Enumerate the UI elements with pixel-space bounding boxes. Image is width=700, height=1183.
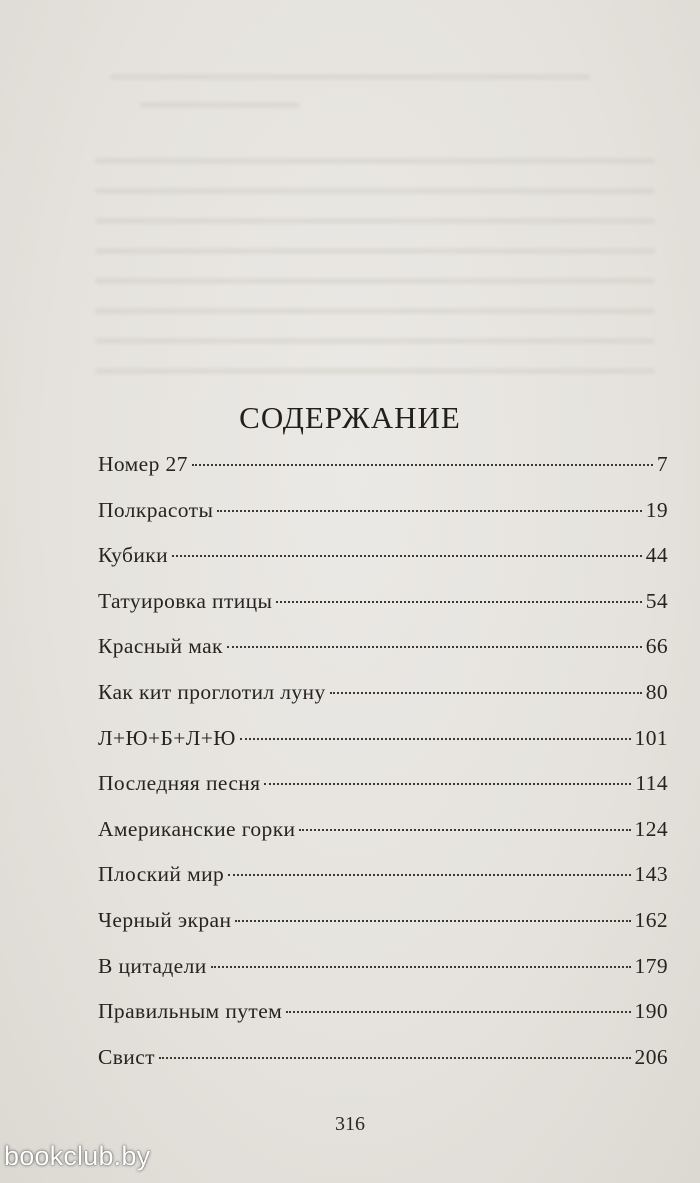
toc-entry-title: Красный мак: [98, 634, 223, 659]
dot-leader: [235, 920, 630, 922]
dot-leader: [211, 966, 631, 968]
bleed-through-line: [95, 188, 655, 194]
toc-entry-page: 101: [634, 725, 668, 750]
bleed-through-line: [95, 278, 655, 284]
toc-entry-title: Номер 27: [98, 452, 188, 476]
toc-entry-title: Свист: [98, 1044, 155, 1069]
toc-entry: [98, 771, 668, 817]
toc-entry-page: 190: [634, 999, 668, 1024]
dot-leader: [192, 464, 653, 466]
dot-leader: [240, 738, 631, 740]
toc-entry-page: 66: [645, 634, 668, 659]
dot-leader: [330, 692, 642, 694]
toc-entry-page: 114: [635, 771, 668, 796]
dot-leader: [159, 1057, 631, 1059]
toc-entry-page: 206: [634, 1044, 668, 1069]
dot-leader: [217, 510, 641, 512]
toc-heading: СОДЕРЖАНИЕ: [239, 400, 461, 435]
toc-entry-title: Л+Ю+Б+Л+Ю: [98, 725, 236, 750]
toc-entry-page: 162: [634, 907, 668, 932]
toc-entry-title: Последняя песня: [98, 771, 261, 796]
toc-entry-title: Как кит проглотил луну: [98, 679, 326, 704]
toc-entry-page: 80: [645, 679, 668, 704]
bleed-through-line: [95, 368, 655, 374]
toc-entry: [98, 452, 668, 498]
toc-entry-title: Татуировка птицы: [98, 588, 273, 613]
toc-entry-page: 179: [634, 953, 668, 978]
toc-entry-title: Полкрасоты: [98, 497, 214, 522]
toc-entry-title: Американские горки: [98, 816, 296, 841]
toc-entry: [98, 498, 668, 544]
toc-entry: [98, 817, 668, 863]
bleed-through-line: [95, 218, 655, 224]
toc-entry-page: 44: [645, 543, 668, 568]
bleed-through-line: [95, 338, 655, 344]
toc-entry-page: 143: [634, 862, 668, 887]
dot-leader: [276, 601, 641, 603]
dot-leader: [227, 646, 642, 648]
dot-leader: [286, 1011, 630, 1013]
toc-entry: [98, 589, 668, 635]
toc-entry-title: Черный экран: [98, 907, 232, 932]
toc-entry-page: 54: [645, 588, 668, 613]
toc-entry-page: 7: [656, 452, 668, 476]
dot-leader: [228, 874, 630, 876]
bleed-through-line: [95, 308, 655, 314]
toc-entry: [98, 862, 668, 908]
toc-entry-title: В цитадели: [98, 953, 207, 978]
toc-entry-title: Плоский мир: [98, 862, 225, 887]
toc-entry: [98, 543, 668, 589]
page-number: 316: [335, 1113, 365, 1135]
toc-entry: [98, 726, 668, 772]
dot-leader: [172, 555, 642, 557]
toc-entry: [98, 954, 668, 1000]
toc-entry-title: Кубики: [98, 543, 168, 568]
toc-entry-page: 124: [634, 816, 668, 841]
dot-leader: [299, 829, 630, 831]
bleed-through-line: [95, 158, 655, 164]
watermark: bookclub.by: [4, 1141, 151, 1171]
toc-entry: [98, 1045, 668, 1091]
dot-leader: [264, 783, 631, 785]
toc-entry: [98, 680, 668, 726]
bleed-through-line: [95, 248, 655, 254]
toc-entry-page: 19: [645, 497, 668, 522]
toc-entry: [98, 908, 668, 954]
bleed-through-line: [140, 102, 300, 108]
table-of-contents: [98, 452, 668, 1090]
toc-entry: [98, 634, 668, 680]
bleed-through-line: [110, 74, 590, 80]
toc-entry-title: Правильным путем: [98, 999, 283, 1024]
toc-entry: [98, 999, 668, 1045]
